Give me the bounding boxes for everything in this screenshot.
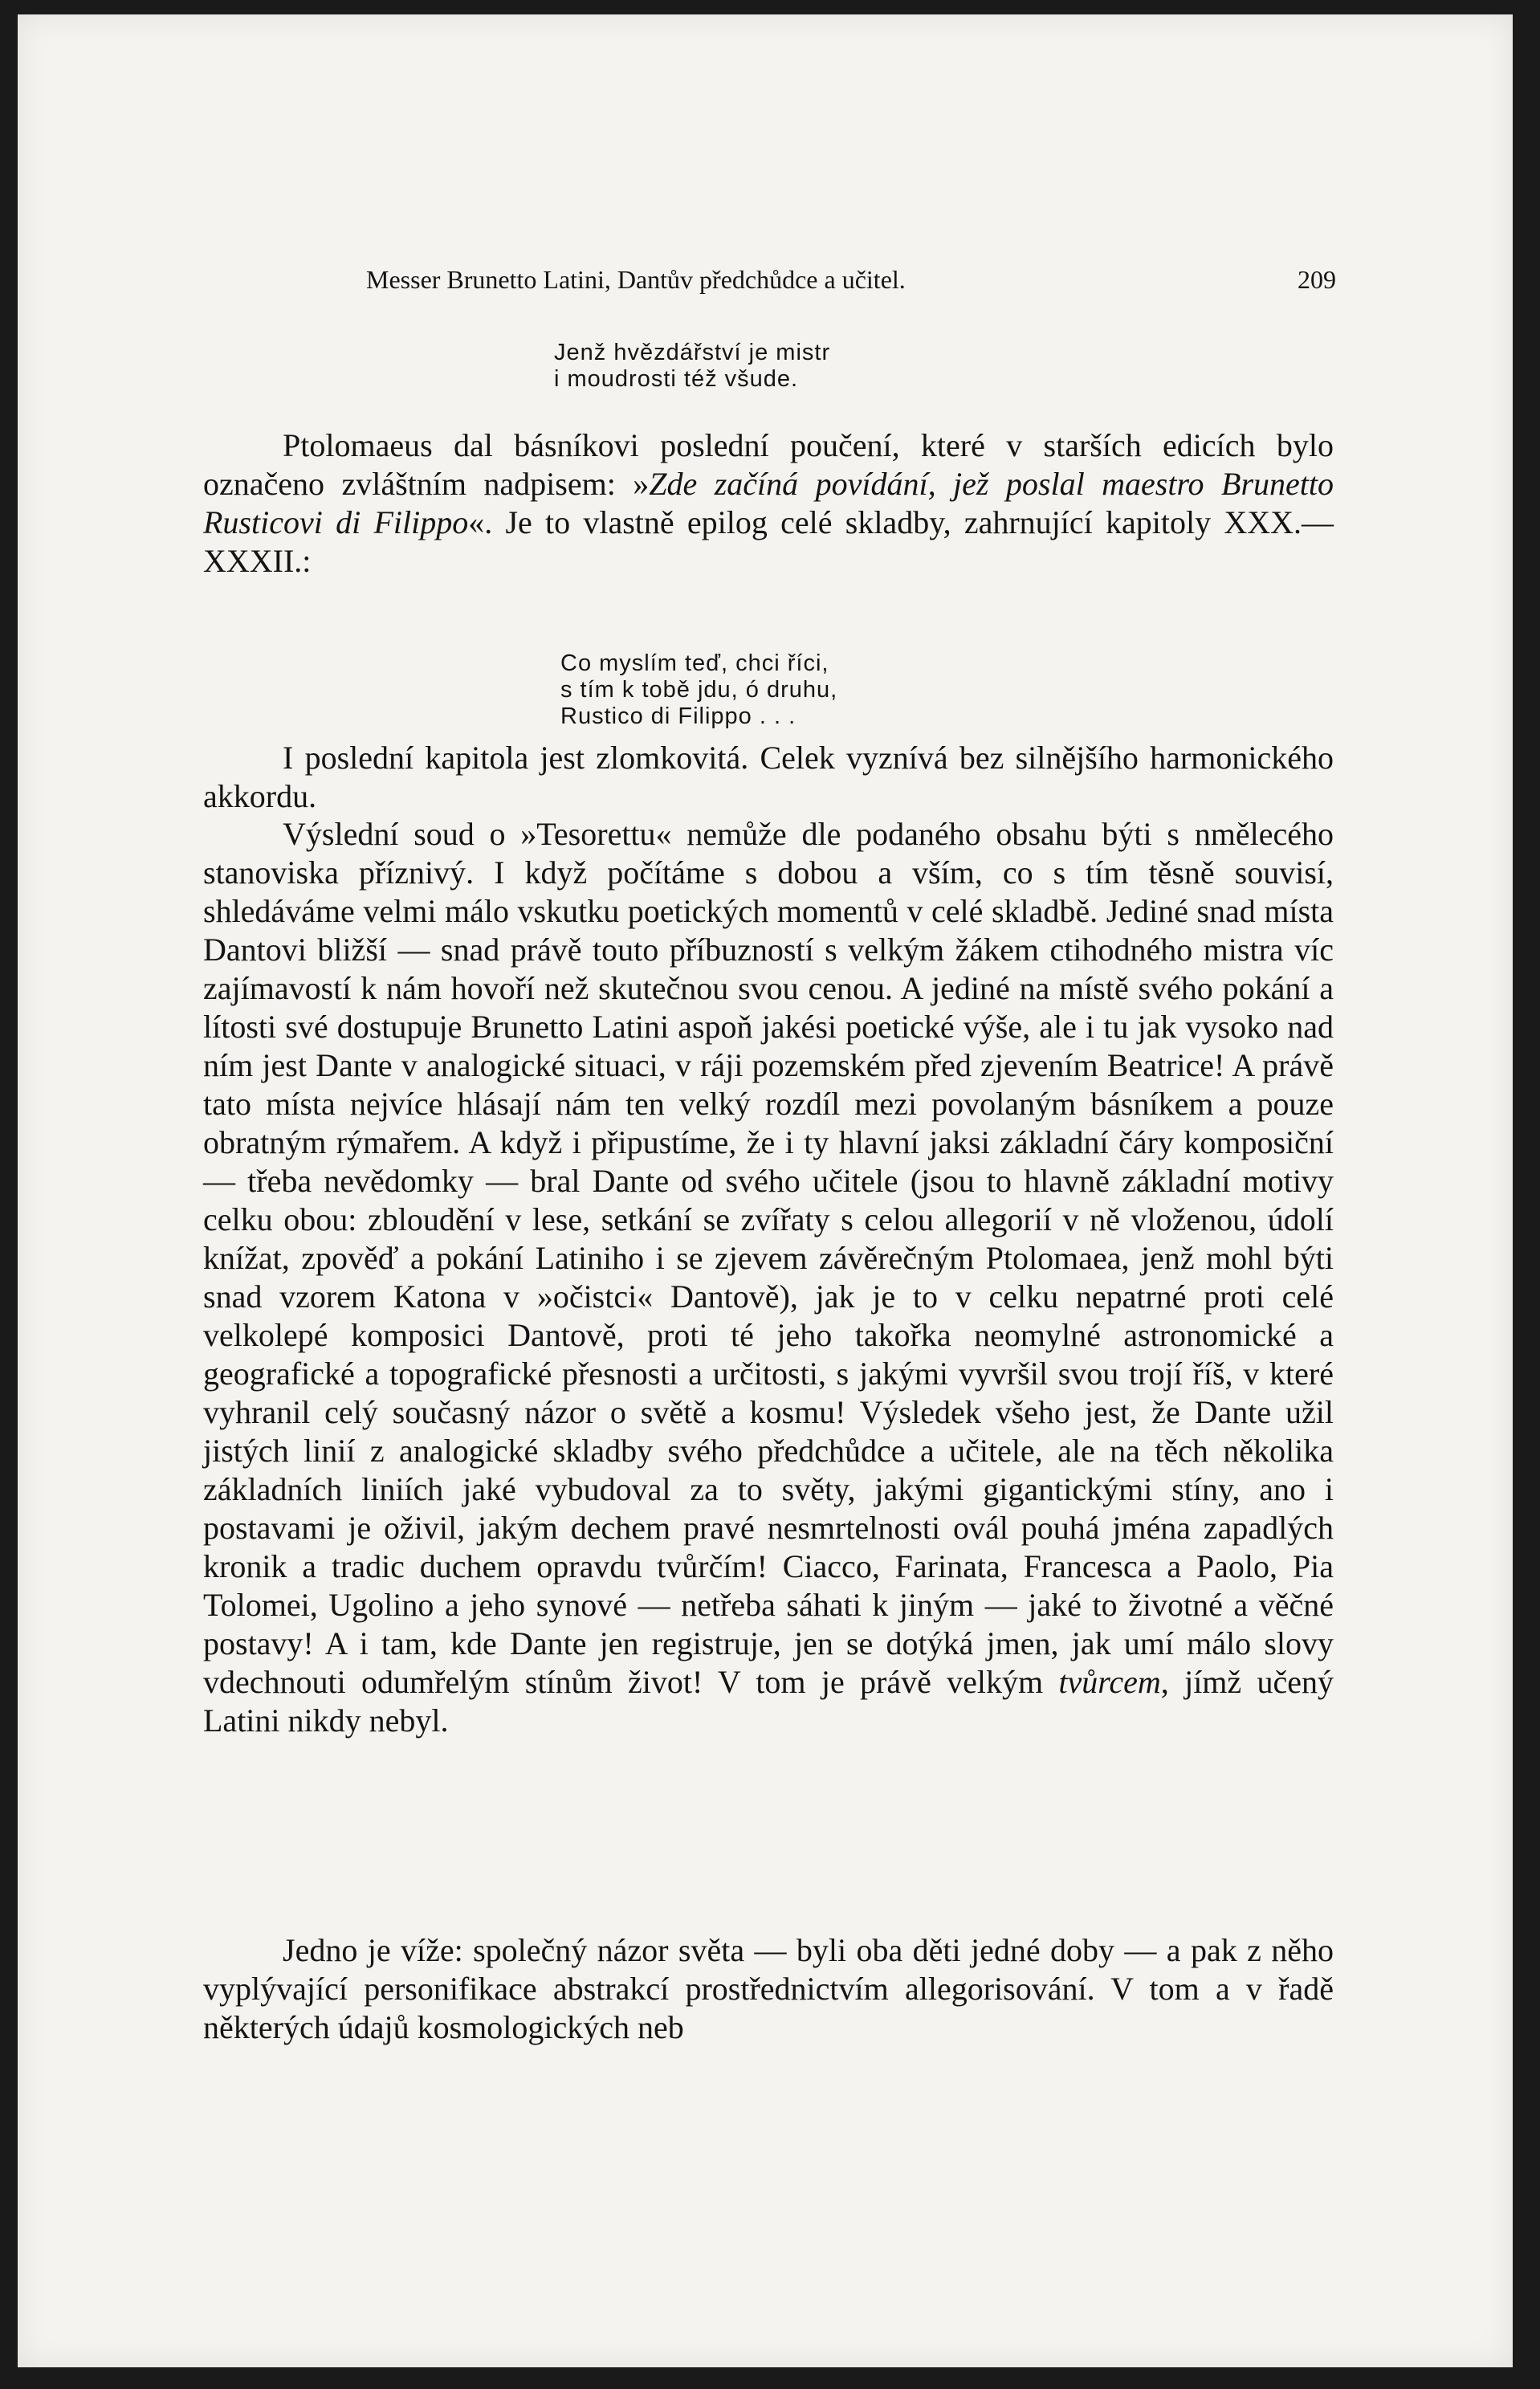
paragraph-epilog: [203, 426, 1334, 581]
verse-line: Jenž hvězdářství je mistr: [554, 340, 831, 365]
para1-text: Ptolomaeus dal básníkovi poslední poučení, které v starších edicích bylo označeno zvláštním nadpisem: »: [203, 427, 1334, 502]
para3-text: Výslední soud o »Tesorettu« nemůže dle podaného obsahu býti s nmělecého stanoviska příznivý. I když počítáme s dobou a vším, co s tím těsně souvisí, shledáváme velmi málo vskutku poetických momentů v celé skladbě. Jediné snad místa Dantovi bližší — snad právě touto příbuzností s velkým žákem ctihodného mistra víc zajímavostí k nám hovoří než skutečnou svou cenou. A jediné na místě svého pokání a lítosti své dostupuje Brunetto Latini aspoň jakési poetické výše, ale i tu jak vysoko nad ním jest Dante v analogické situaci, v ráji pozemském před zjevením Beatrice! A právě tato místa nejvíce hlásají nám ten velký rozdíl mezi povolaným básníkem a pouze obratným rýmařem. A když i připustíme, že i ty hlavní jaksi základní čáry komposiční — třeba nevědomky — bral Dante od svého učitele (jsou to hlavně základní motivy celku obou: zbloudění v lese, setkání se zvířaty s celou allegorií v ně vloženou, údolí knížat, zpověď a pokání Latiniho i se zjevem závěrečným Ptolomaea, jenž mohl býti snad vzorem Katona v »očistci« Dantově), jak je to v celku nepatrné proti celé velkolepé komposici Dantově, proti té jeho takořka neomylné astronomické a geografické a topografické přesnosti a určitosti, s jakými vyvršil svou trojí říš, v které vyhranil celý současný názor o světě a kosmu! Výsledek všeho jest, že Dante užil jistých linií z analogické skladby svého předchůdce a učitele, ale na těch několika základních liniích jaké vybudoval za to světy, jakými gigantickými stíny, ano i postavami je oživil, jakým dechem pravé nesmrtelnosti ovál pouhá jména zapadlých kronik a tradic duchem opravdu tvůrčím! Ciacco, Farinata, Francesca a Paolo, Pia Tolomei, Ugolino a jeho synové — netřeba sáhati k jiným — jaké to životné a věčné postavy! A i tam, kde Dante jen registruje, jen se dotýká jmen, jak umí málo slovy vdechnouti odumřelým stínům život! V tom je právě velkým: [203, 816, 1334, 1700]
verse-line: Rustico di Filippo . . .: [560, 703, 796, 729]
para3-italic-word: tvůrcem: [1058, 1664, 1161, 1700]
para1-text-end: «. Je to vlastně epilog celé skladby, zahrnující kapitoly XXX.—XXXII.:: [203, 504, 1334, 579]
para3-text-end: , jímž učený Latini nikdy nebyl.: [203, 1664, 1334, 1739]
verse-line: i moudrosti též všude.: [554, 366, 799, 392]
para2-text: I poslední kapitola jest zlomkovitá. Celek vyznívá bez silnějšího harmonického akkordu.: [203, 740, 1334, 814]
paragraph-last-chapter: [203, 739, 1334, 816]
running-title: Messer Brunetto Latini, Dantův předchůdce a učitel.: [366, 265, 906, 294]
page-number: 209: [1298, 265, 1336, 294]
paragraph-verdict: [203, 815, 1334, 1740]
verse-line: Co myslím teď, chci říci,: [560, 650, 829, 676]
para1-italic-title: Zde začíná povídání, jež poslal maestro Brunetto Rusticovi di Filippo: [203, 466, 1334, 540]
book-page: [18, 14, 1513, 2367]
verse-quote-2: [560, 650, 837, 730]
verse-line: s tím k tobě jdu, ó druhu,: [560, 677, 838, 703]
paragraph-common-view: [203, 1931, 1334, 2047]
para4-text: Jedno je víže: společný názor světa — byli oba děti jedné doby — a pak z něho vyplývající personifikace abstrakcí prostřednictvím allegorisování. V tom a v řadě některých údajů kosmologických neb: [203, 1932, 1334, 2045]
verse-quote-1: [554, 340, 830, 393]
